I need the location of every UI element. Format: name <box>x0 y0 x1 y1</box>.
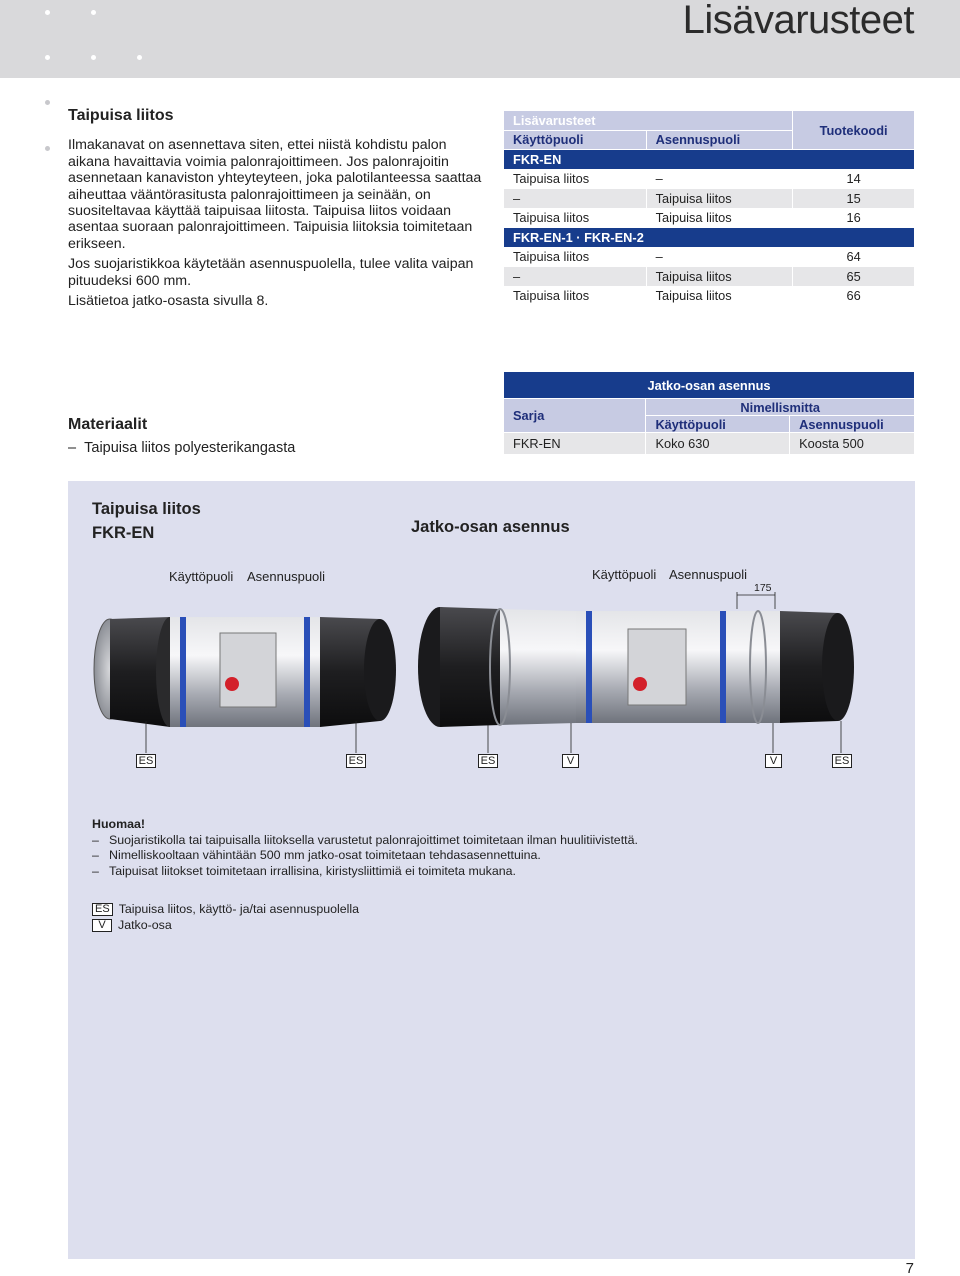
cell-code: 16 <box>793 208 915 228</box>
panel-title <box>92 497 201 545</box>
column-header-nimellismitta: Nimellismitta <box>646 399 915 416</box>
decorative-dot <box>45 146 50 151</box>
legend <box>92 901 359 933</box>
cell-asennus: Taipuisa liitos <box>646 189 793 209</box>
decorative-dot <box>45 100 50 105</box>
cell-code: 15 <box>793 189 915 209</box>
label-box-es: ES <box>478 754 498 768</box>
cell-code: 14 <box>793 169 915 189</box>
table-row <box>504 208 915 228</box>
materials-item: – Taipuisa liitos polyesterikangasta <box>68 440 296 456</box>
cell-asennus: – <box>646 169 793 189</box>
side-label-kaytto: Käyttöpuoli <box>169 569 234 584</box>
note-item: – Suojaristikolla tai taipuisalla liitoksella varustetut palonrajoittimet toimitetaan ilman huulitiivistettä. <box>92 833 638 849</box>
column-header-asennus: Asennuspuoli <box>790 416 915 433</box>
intro-paragraph: Lisätietoa jatko-osasta sivulla 8. <box>68 293 269 310</box>
panel-title-line: FKR-EN <box>92 524 155 542</box>
legend-code-box: V <box>92 919 112 932</box>
cell-kaytto: – <box>504 267 647 287</box>
label-box-v: V <box>765 754 782 768</box>
cell-kaytto: Koko 630 <box>646 433 790 455</box>
table-row <box>504 286 915 306</box>
side-label-asennus: Asennuspuoli <box>247 569 326 584</box>
extension-piece <box>500 609 576 725</box>
decorative-dot <box>91 55 96 60</box>
legend-code-box: ES <box>92 903 113 916</box>
dimension-label: 175 <box>754 582 772 594</box>
cell-asennus: Koosta 500 <box>790 433 915 455</box>
notes-block <box>92 817 638 879</box>
legend-item <box>92 917 359 933</box>
table-header-code: Tuotekoodi <box>793 111 915 150</box>
intro-title: Taipuisa liitos <box>68 107 174 124</box>
column-header-asennus: Asennuspuoli <box>646 130 793 150</box>
label-box-es: ES <box>136 754 156 768</box>
column-header-kaytto: Käyttöpuoli <box>646 416 790 433</box>
table-row <box>504 267 915 287</box>
decorative-dot <box>45 55 50 60</box>
table-row <box>504 169 915 189</box>
legend-text: Jatko-osa <box>118 918 172 932</box>
materials-title: Materiaalit <box>68 416 148 433</box>
intro-section <box>68 108 482 313</box>
group-header: FKR-EN <box>504 150 915 170</box>
materials-item-text: Taipuisa liitos polyesterikangasta <box>84 440 296 456</box>
damper-seal <box>720 611 726 723</box>
label-box-es: ES <box>832 754 852 768</box>
panel-title-right: Jatko-osan asennus <box>411 518 570 536</box>
note-item: – Nimelliskooltaan vähintään 500 mm jatko-osat toimitetaan tehdasasennettuina. <box>92 848 638 864</box>
table-row <box>504 189 915 209</box>
note-item: – Taipuisat liitokset toimitetaan irrallisina, kiristysliittimiä ei toimiteta mukana. <box>92 864 638 880</box>
cell-kaytto: Taipuisa liitos <box>504 169 647 189</box>
table-header-title: Lisävarusteet <box>504 111 793 131</box>
table-row <box>504 433 915 455</box>
actuator-plate <box>628 629 686 705</box>
extension-table <box>503 371 915 455</box>
panel-title-line: Taipuisa liitos <box>92 500 201 518</box>
cell-asennus: Taipuisa liitos <box>646 208 793 228</box>
flexible-connector-edge <box>364 619 396 721</box>
column-header-kaytto: Käyttöpuoli <box>504 130 647 150</box>
extension-piece <box>736 611 780 723</box>
cell-kaytto: Taipuisa liitos <box>504 208 647 228</box>
header-band <box>0 0 960 78</box>
damper-seal <box>304 617 310 727</box>
cell-sarja: FKR-EN <box>504 433 646 455</box>
cell-kaytto: Taipuisa liitos <box>504 247 647 267</box>
cell-code: 65 <box>793 267 915 287</box>
notes-title: Huomaa! <box>92 817 146 831</box>
decorative-dot <box>91 10 96 15</box>
table-row <box>504 247 915 267</box>
legend-item <box>92 901 359 917</box>
damper-seal <box>180 617 186 727</box>
decorative-dot <box>45 10 50 15</box>
damper-seal <box>586 611 592 723</box>
materials-section <box>68 416 295 456</box>
label-box-v: V <box>562 754 579 768</box>
release-knob <box>225 677 239 691</box>
cell-asennus: Taipuisa liitos <box>646 267 793 287</box>
side-label-kaytto: Käyttöpuoli <box>592 567 657 582</box>
actuator-plate <box>220 633 276 707</box>
page-header-title: Lisävarusteet <box>682 0 914 42</box>
label-box-es: ES <box>346 754 366 768</box>
intro-paragraph: Ilmakanavat on asennettava siten, ettei niistä kohdistu palon aikana havaittavia voimia palonrajoittimeen. Jos palonrajoitin asennetaan kanaviston yhteyteyteen, joka palotilanteessa saattaa aiheuttaa vääntörasitusta palonrajoittimeen ja seinään, on suositeltavaa käyttää taipuisaa liitosta. Taipuisa liitos voidaan asentaa suoraan palonrajoittimeen. Taipuisia liitoksia toimitetaan erikseen. <box>68 137 482 252</box>
cell-kaytto: – <box>504 189 647 209</box>
cell-asennus: Taipuisa liitos <box>646 286 793 306</box>
cell-kaytto: Taipuisa liitos <box>504 286 647 306</box>
decorative-dot <box>137 55 142 60</box>
group-header: FKR-EN-1 · FKR-EN-2 <box>504 228 915 248</box>
flexible-connector-edge <box>822 613 854 721</box>
column-header-sarja: Sarja <box>504 399 646 433</box>
accessories-table <box>503 110 915 306</box>
release-knob <box>633 677 647 691</box>
cell-asennus: – <box>646 247 793 267</box>
legend-text: Taipuisa liitos, käyttö- ja/tai asennuspuolella <box>118 902 360 916</box>
cell-code: 66 <box>793 286 915 306</box>
side-label-asennus: Asennuspuoli <box>669 567 748 582</box>
page-number: 7 <box>905 1260 914 1276</box>
intro-paragraph: Jos suojaristikkoa käytetään asennuspuolella, tulee valita vaipan pituudeksi 600 mm. <box>68 256 474 289</box>
illustration-panel <box>68 481 915 1259</box>
extension-table-header: Jatko-osan asennus <box>504 372 915 399</box>
cell-code: 64 <box>793 247 915 267</box>
